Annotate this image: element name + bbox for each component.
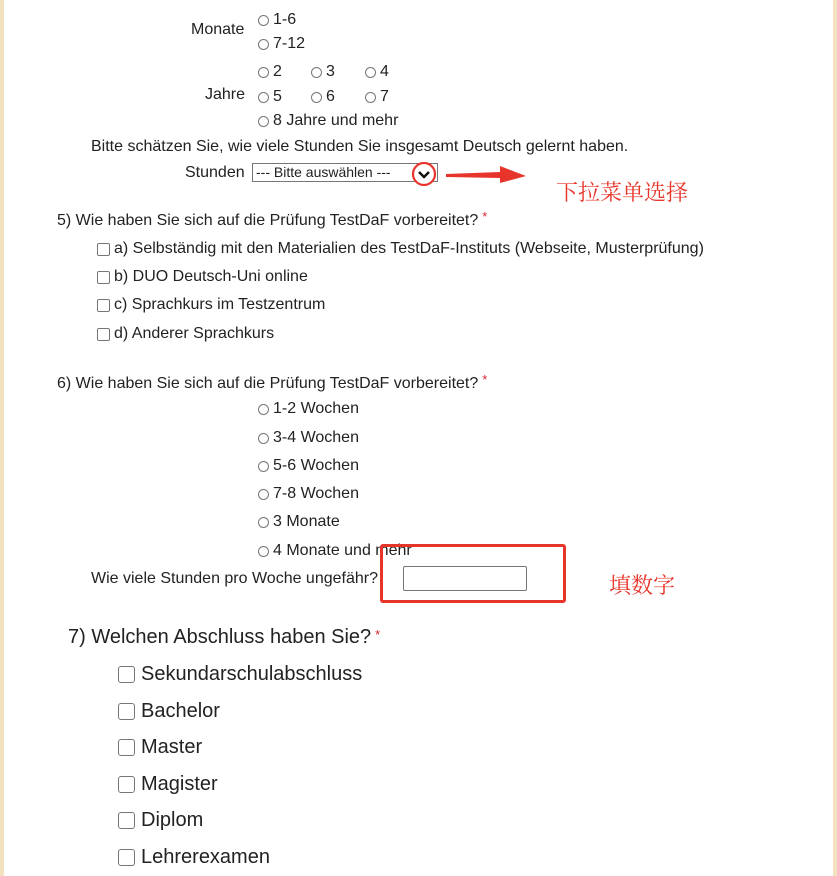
- annotation-number-note: 填数字: [609, 574, 676, 599]
- radio-button[interactable]: [258, 15, 269, 26]
- q6-hours-label: Wie viele Stunden pro Woche ungefähr?: [91, 570, 378, 587]
- years-option-6[interactable]: 6: [311, 87, 335, 107]
- q7-option-sekundarschulabschluss[interactable]: Sekundarschulabschluss: [118, 662, 362, 686]
- q5-option-b[interactable]: b) DUO Deutsch-Uni online: [97, 267, 308, 287]
- years-option-3[interactable]: 3: [311, 62, 335, 82]
- months-option-1-6[interactable]: 1-6: [258, 10, 296, 30]
- checkbox[interactable]: [118, 812, 135, 829]
- q7-option-lehrerexamen[interactable]: Lehrerexamen: [118, 845, 270, 869]
- checkbox[interactable]: [97, 243, 110, 256]
- q7-question: 7) Welchen Abschluss haben Sie? *: [68, 626, 381, 648]
- annotation-arrow-icon: [444, 163, 529, 187]
- years-option-8-plus[interactable]: 8 Jahre und mehr: [258, 111, 398, 131]
- required-mark: *: [375, 627, 381, 642]
- required-mark: *: [482, 372, 488, 387]
- q6-question: 6) Wie haben Sie sich auf die Prüfung TestDaF vorbereitet? *: [57, 372, 488, 392]
- q6-option-2[interactable]: 3-4 Wochen: [258, 428, 359, 448]
- chevron-down-icon[interactable]: [410, 160, 438, 188]
- radio-button[interactable]: [311, 67, 322, 78]
- q6-option-6[interactable]: 4 Monate und mehr: [258, 541, 412, 561]
- radio-button[interactable]: [258, 546, 269, 557]
- q7-option-diplom[interactable]: Diplom: [118, 808, 203, 832]
- radio-button[interactable]: [258, 461, 269, 472]
- radio-button[interactable]: [311, 92, 322, 103]
- months-option-7-12[interactable]: 7-12: [258, 34, 305, 54]
- q5-option-a[interactable]: a) Selbständig mit den Materialien des TestDaF-Instituts (Webseite, Musterprüfung): [97, 239, 704, 259]
- checkbox[interactable]: [97, 299, 110, 312]
- radio-button[interactable]: [365, 67, 376, 78]
- annotation-highlight-box: [380, 544, 566, 603]
- checkbox[interactable]: [118, 703, 135, 720]
- years-label: Jahre: [205, 86, 246, 103]
- q6-option-1[interactable]: 1-2 Wochen: [258, 399, 359, 419]
- radio-button[interactable]: [258, 92, 269, 103]
- q7-option-master[interactable]: Master: [118, 735, 202, 759]
- q6-option-4[interactable]: 7-8 Wochen: [258, 484, 359, 504]
- radio-button[interactable]: [258, 517, 269, 528]
- q7-option-bachelor[interactable]: Bachelor: [118, 699, 220, 723]
- radio-button[interactable]: [258, 433, 269, 444]
- checkbox[interactable]: [97, 328, 110, 341]
- radio-button[interactable]: [258, 116, 269, 127]
- radio-button[interactable]: [258, 67, 269, 78]
- hours-total-select-value: --- Bitte auswählen ---: [256, 164, 391, 180]
- years-option-5[interactable]: 5: [258, 87, 282, 107]
- q5-option-c[interactable]: c) Sprachkurs im Testzentrum: [97, 295, 325, 315]
- checkbox[interactable]: [118, 849, 135, 866]
- annotation-dropdown-note: 下拉菜单选择: [556, 181, 689, 206]
- questionnaire-page: [4, 0, 833, 876]
- months-label: Monate: [191, 21, 245, 38]
- q5-option-d[interactable]: d) Anderer Sprachkurs: [97, 324, 274, 344]
- radio-button[interactable]: [258, 404, 269, 415]
- radio-button[interactable]: [258, 489, 269, 500]
- checkbox[interactable]: [118, 739, 135, 756]
- checkbox[interactable]: [118, 666, 135, 683]
- checkbox[interactable]: [118, 776, 135, 793]
- q6-option-3[interactable]: 5-6 Wochen: [258, 456, 359, 476]
- years-option-4[interactable]: 4: [365, 62, 389, 82]
- required-mark: *: [482, 209, 488, 224]
- radio-button[interactable]: [258, 39, 269, 50]
- hours-total-prompt: Bitte schätzen Sie, wie viele Stunden Sie insgesamt Deutsch gelernt haben.: [91, 138, 629, 155]
- years-option-7[interactable]: 7: [365, 87, 389, 107]
- radio-button[interactable]: [365, 92, 376, 103]
- q6-option-5[interactable]: 3 Monate: [258, 512, 340, 532]
- checkbox[interactable]: [97, 271, 110, 284]
- right-margin: [833, 0, 837, 876]
- years-option-2[interactable]: 2: [258, 62, 282, 82]
- q5-question: 5) Wie haben Sie sich auf die Prüfung TestDaF vorbereitet? *: [57, 209, 488, 229]
- hours-total-label: Stunden: [185, 164, 245, 181]
- q7-option-magister[interactable]: Magister: [118, 772, 218, 796]
